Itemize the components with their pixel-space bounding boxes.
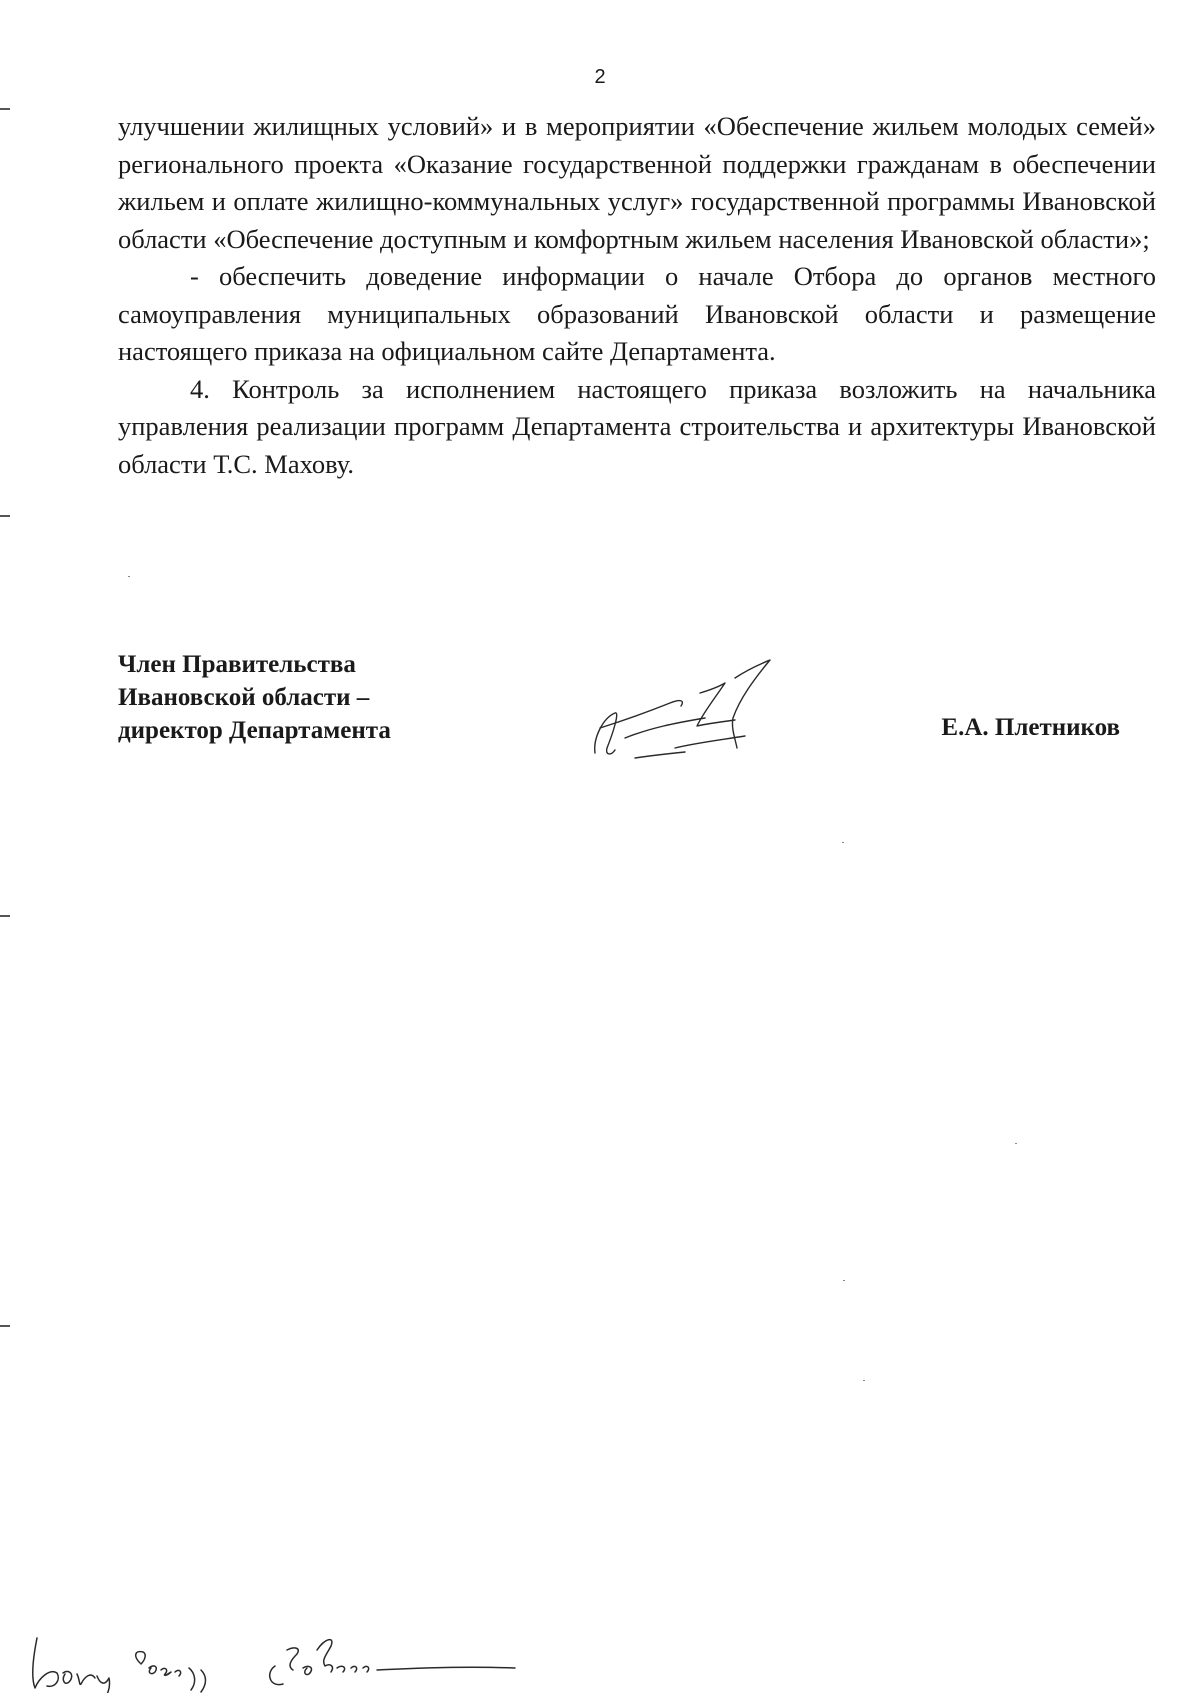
scan-edge-mark	[0, 108, 10, 110]
handwritten-signature	[585, 658, 835, 773]
signatory-position	[118, 648, 391, 747]
scan-speck	[863, 1380, 865, 1381]
scan-edge-mark	[0, 515, 10, 517]
position-line: Член Правительства	[118, 651, 356, 678]
scan-speck	[1015, 1143, 1017, 1144]
position-line: Ивановской области –	[118, 684, 370, 711]
scan-edge-mark	[0, 1325, 10, 1327]
scan-speck	[128, 576, 130, 577]
page-number: 2	[594, 66, 606, 88]
document-body	[118, 108, 1156, 483]
position-line: директор Департамента	[118, 717, 391, 744]
paragraph-housing-program: улучшении жилищных условий» и в мероприятии «Обеспечение жильем молодых семей» регионального проекта «Оказание государственной поддержки гражданам в обеспечении жильем и оплате жилищно-коммунальных услуг» государственной программы Ивановской области «Обеспечение доступным и комфортным жильем населения Ивановской области»;	[118, 111, 1156, 254]
scan-speck	[842, 842, 844, 843]
paragraph-inform-authorities: - обеспечить доведение информации о начале Отбора до органов местного самоуправления муниципальных образований Ивановской области и размещение настоящего приказа на официальном сайте Департамента.	[118, 261, 1156, 366]
scan-edge-mark	[0, 915, 10, 917]
scan-speck	[843, 1280, 845, 1281]
paragraph-control-clause: 4. Контроль за исполнением настоящего приказа возложить на начальника управления реализации программ Департамента строительства и архитектуры Ивановской области Т.С. Махову.	[118, 373, 1156, 479]
signer-name: Е.А. Плетников	[941, 714, 1120, 741]
approval-initials	[25, 1618, 605, 1693]
